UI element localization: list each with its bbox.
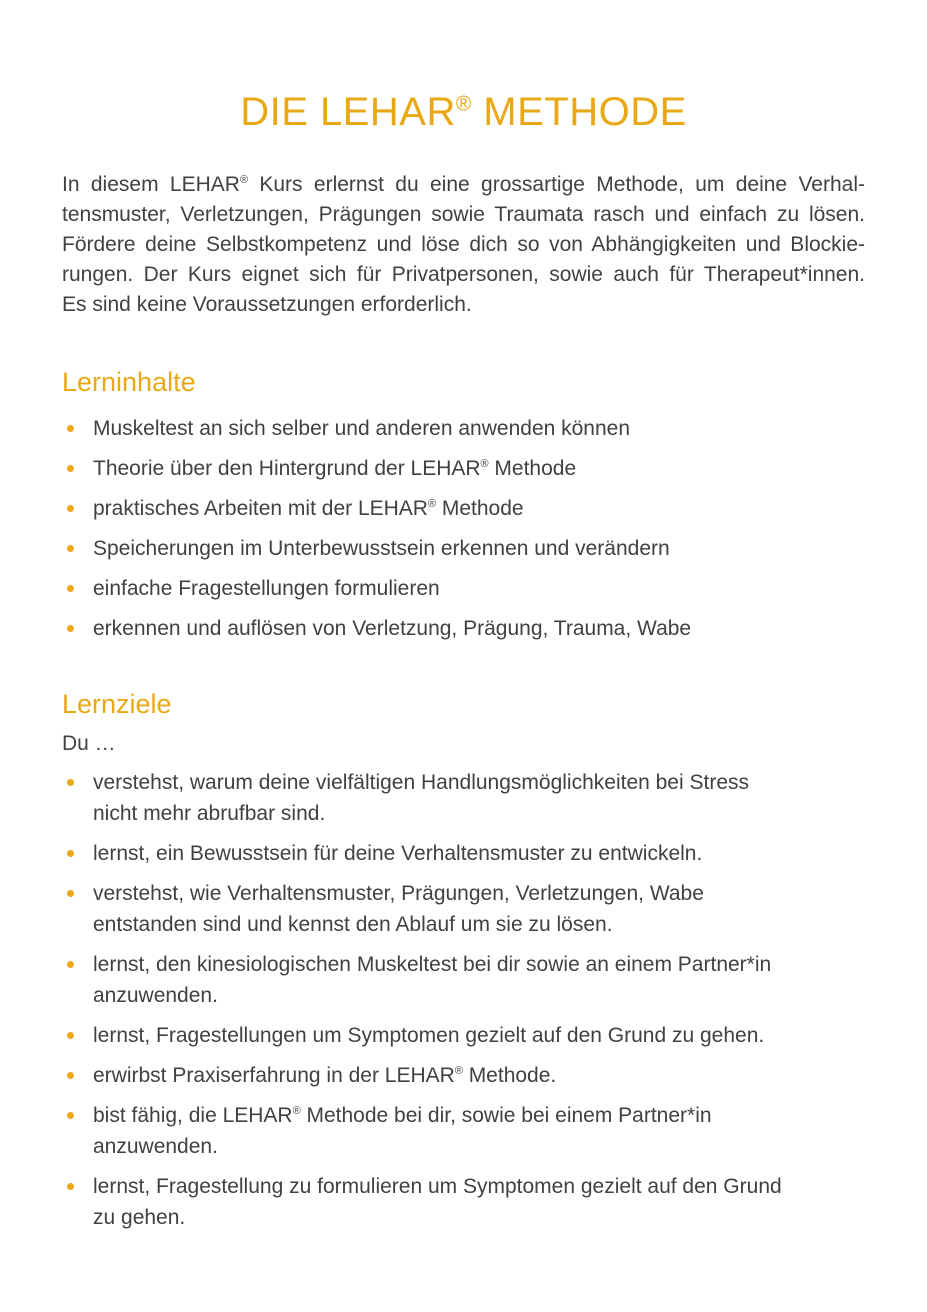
list-item-text: praktisches Arbeiten mit der LEHAR® Methode xyxy=(93,497,524,520)
list-item xyxy=(62,1171,865,1233)
list-item xyxy=(62,453,865,484)
list-item-text: einfache Fragestellungen formulieren xyxy=(93,577,440,600)
list-item-text: verstehst, warum deine vielfältigen Handlungsmöglichkeiten bei Stress nicht mehr abrufbar sind. xyxy=(93,771,750,825)
bullet-dot-icon xyxy=(67,625,74,632)
list-item-text: erkennen und auflösen von Verletzung, Prägung, Trauma, Wabe xyxy=(93,617,692,640)
list-item-text: Muskeltest an sich selber und anderen anwenden können xyxy=(93,417,631,440)
bullet-dot-icon xyxy=(67,850,74,857)
list-item xyxy=(62,413,865,444)
intro-paragraph xyxy=(62,170,865,320)
lernziele-list xyxy=(62,767,865,1233)
list-item xyxy=(62,949,865,1011)
bullet-dot-icon xyxy=(67,425,74,432)
intro-line: In diesem LEHAR® Kurs erlernst du eine grossartige Methode, um deine Verhal- xyxy=(62,173,865,196)
list-item xyxy=(62,838,865,869)
list-item xyxy=(62,878,865,940)
section-heading-lerninhalte: Lerninhalte xyxy=(62,367,196,397)
list-item xyxy=(62,1060,865,1091)
bullet-dot-icon xyxy=(67,1032,74,1039)
bullet-dot-icon xyxy=(67,1183,74,1190)
bullet-dot-icon xyxy=(67,585,74,592)
intro-line: rungen. Der Kurs eignet sich für Privatpersonen, sowie auch für Therapeut*innen. xyxy=(62,263,865,286)
bullet-dot-icon xyxy=(67,890,74,897)
list-item-text: Speicherungen im Unterbewusstsein erkennen und verändern xyxy=(93,537,670,560)
intro-line: tensmuster, Verletzungen, Prägungen sowie Traumata rasch und einfach zu lösen. xyxy=(62,203,865,226)
list-item-text: lernst, den kinesiologischen Muskeltest bei dir sowie an einem Partner*in anzuwenden. xyxy=(93,953,772,1007)
section-heading-lernziele: Lernziele xyxy=(62,689,172,719)
bullet-dot-icon xyxy=(67,779,74,786)
bullet-dot-icon xyxy=(67,545,74,552)
bullet-dot-icon xyxy=(67,1112,74,1119)
bullet-dot-icon xyxy=(67,505,74,512)
list-item xyxy=(62,573,865,604)
section-lerninhalte xyxy=(62,366,865,644)
list-item-text: verstehst, wie Verhaltensmuster, Prägungen, Verletzungen, Wabe entstanden sind und kennst den Ablauf um sie zu lösen. xyxy=(93,882,704,936)
intro-line: Es sind keine Voraussetzungen erforderlich. xyxy=(62,293,472,316)
list-item xyxy=(62,533,865,564)
list-item-text: erwirbst Praxiserfahrung in der LEHAR® Methode. xyxy=(93,1064,557,1087)
list-item xyxy=(62,767,865,829)
lerninhalte-list xyxy=(62,413,865,644)
list-item xyxy=(62,613,865,644)
page-title: DIE LEHAR® METHODE xyxy=(240,90,687,134)
list-item xyxy=(62,1100,865,1162)
list-item-text: bist fähig, die LEHAR® Methode bei dir, sowie bei einem Partner*in anzuwenden. xyxy=(93,1104,712,1158)
lead-text: Du … xyxy=(62,732,116,755)
bullet-dot-icon xyxy=(67,1072,74,1079)
list-item-text: lernst, Fragestellung zu formulieren um Symptomen gezielt auf den Grund zu gehen. xyxy=(93,1175,782,1229)
list-item-text: lernst, Fragestellungen um Symptomen gezielt auf den Grund zu gehen. xyxy=(93,1024,765,1047)
section-lernziele xyxy=(62,688,865,1233)
list-item xyxy=(62,1020,865,1051)
bullet-dot-icon xyxy=(67,465,74,472)
intro-line: Fördere deine Selbstkompetenz und löse dich so von Abhängigkeiten und Blockie- xyxy=(62,233,865,256)
list-item-text: Theorie über den Hintergrund der LEHAR® Methode xyxy=(93,457,577,480)
list-item-text: lernst, ein Bewusstsein für deine Verhaltensmuster zu entwickeln. xyxy=(93,842,703,865)
list-item xyxy=(62,493,865,524)
bullet-dot-icon xyxy=(67,961,74,968)
